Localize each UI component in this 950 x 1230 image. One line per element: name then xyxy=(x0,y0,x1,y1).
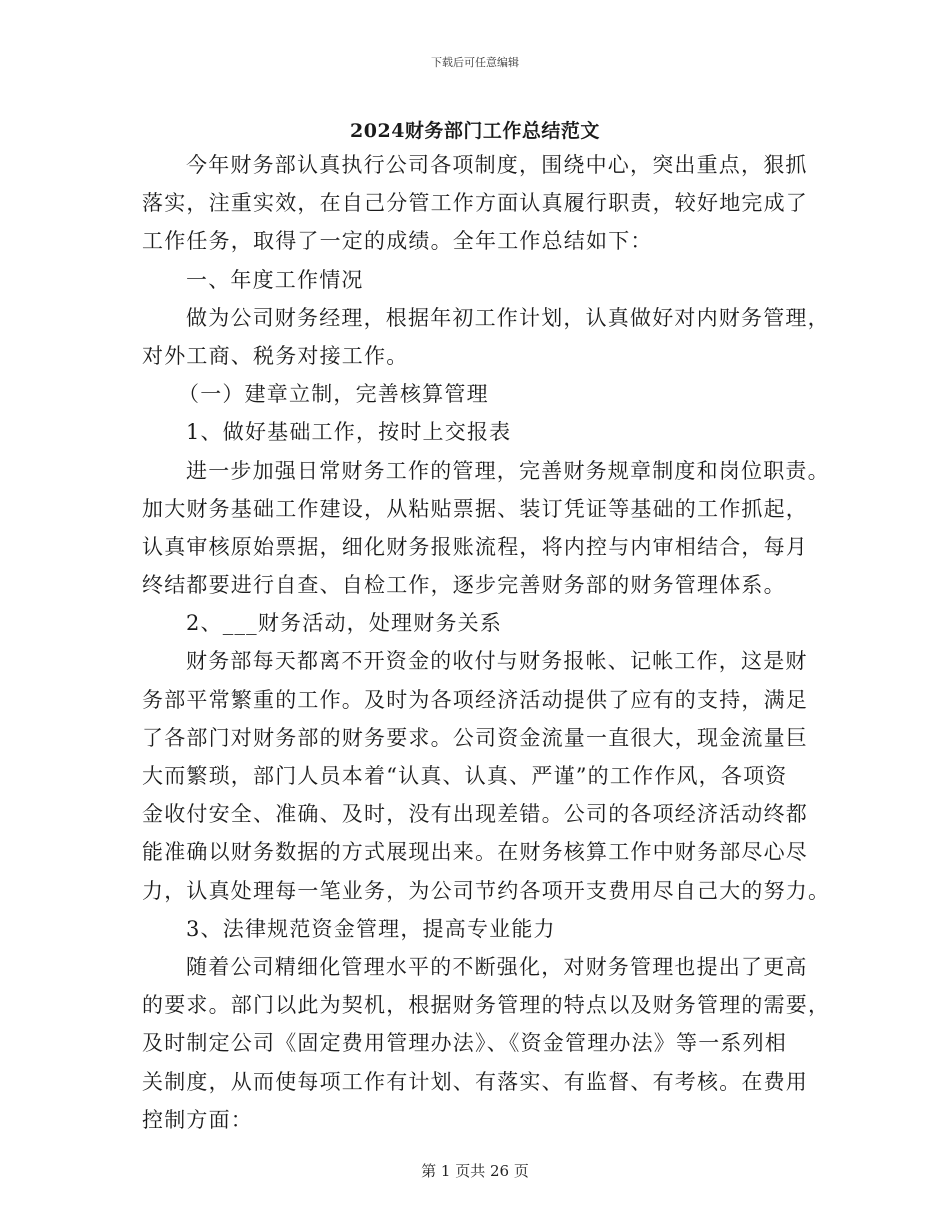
paragraph-line: 大而繁琐，部门人员本着“认真、认真、严谨”的工作作风，各项资 xyxy=(142,764,788,788)
item-heading: 1、做好基础工作，按时上交报表 xyxy=(186,420,512,445)
paragraph-line: 金收付安全、准确、及时，没有出现差错。公司的各项经济活动终都 xyxy=(142,802,808,827)
section-heading: 一、年度工作情况 xyxy=(186,267,364,292)
paragraph-line: 控制方面： xyxy=(142,1107,253,1132)
paragraph-line: 务部平常繁重的工作。及时为各项经济活动提供了应有的支持，满足 xyxy=(142,687,808,712)
document-title: 2024财务部门工作总结范文 xyxy=(350,120,600,142)
paragraph-line: 随着公司精细化管理水平的不断强化，对财务管理也提出了更高 xyxy=(186,954,808,979)
document-body xyxy=(142,146,831,1139)
paragraph-line: 进一步加强日常财务工作的管理，完善财务规章制度和岗位职责。 xyxy=(186,458,830,483)
header-note: 下载后可任意编辑 xyxy=(431,56,519,69)
item-heading: 2、___财务活动，处理财务关系 xyxy=(186,611,503,636)
paragraph-line: 落实，注重实效，在自己分管工作方面认真履行职责，较好地完成了 xyxy=(142,191,808,216)
paragraph-line: 加大财务基础工作建设，从粘贴票据、装订凭证等基础的工作抓起， xyxy=(142,496,808,521)
paragraph-line: 今年财务部认真执行公司各项制度，围绕中心，突出重点，狠抓 xyxy=(186,153,808,177)
paragraph-line: 关制度，从而使每项工作有计划、有落实、有监督、有考核。在费用 xyxy=(142,1069,808,1094)
paragraph-line: 认真审核原始票据，细化财务报账流程，将内控与内审相结合，每月 xyxy=(142,534,808,559)
paragraph-line: 了各部门对财务部的财务要求。公司资金流量一直很大，现金流量巨 xyxy=(142,725,808,750)
paragraph-line: 及时制定公司《固定费用管理办法》、《资金管理办法》等一系列相 xyxy=(142,1031,787,1056)
paragraph-line: 能准确以财务数据的方式展现出来。在财务核算工作中财务部尽心尽 xyxy=(142,840,808,865)
paragraph-line: 对外工商、税务对接工作。 xyxy=(142,343,409,368)
item-heading: 3、法律规范资金管理，提高专业能力 xyxy=(186,916,556,941)
paragraph-line: 力，认真处理每一笔业务，为公司节约各项开支费用尽自己大的努力。 xyxy=(142,878,831,903)
paragraph-line: 的要求。部门以此为契机，根据财务管理的特点以及财务管理的需要， xyxy=(142,993,831,1018)
paragraph-line: 终结都要进行自查、自检工作，逐步完善财务部的财务管理体系。 xyxy=(142,573,786,598)
paragraph-line: 财务部每天都离不开资金的收付与财务报帐、记帐工作，这是财 xyxy=(186,649,808,674)
subsection-heading: （一）建章立制，完善核算管理 xyxy=(178,382,489,407)
paragraph-line: 工作任务，取得了一定的成绩。全年工作总结如下： xyxy=(142,229,653,254)
paragraph-line: 做为公司财务经理，根据年初工作计划，认真做好对内财务管理， xyxy=(186,305,830,330)
page-number-footer: 第 1 页共 26 页 xyxy=(421,1162,529,1180)
